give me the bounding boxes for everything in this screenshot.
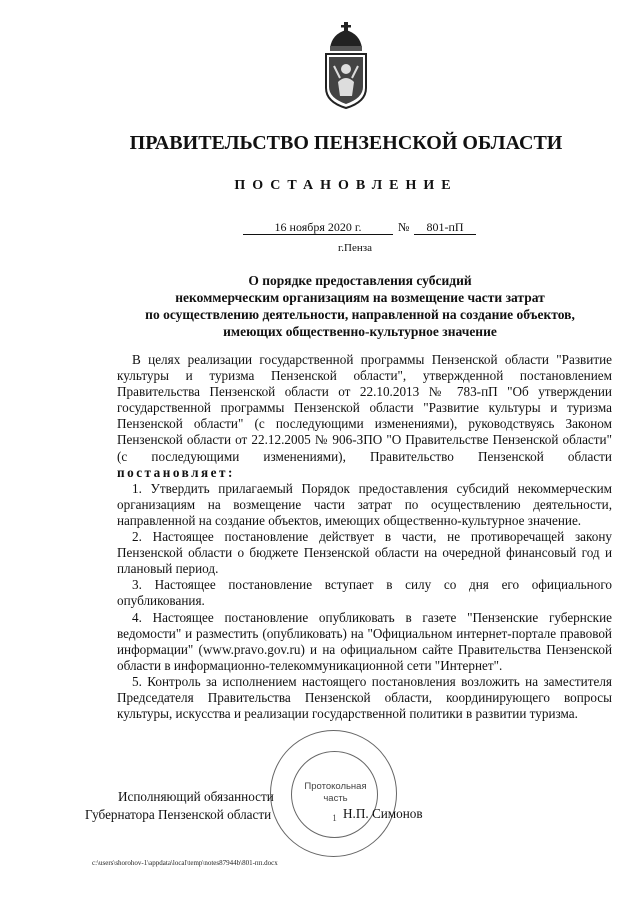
clause-paragraph: 5. Контроль за исполнением настоящего постановления возложить на заместителя Председателя Правительства Пензенской области, координирующего вопросы культуры, искусства и реализации государственной политики в развитии туризма. — [117, 673, 612, 722]
decree-heading: ПОСТАНОВЛЕНИЕ — [234, 178, 458, 193]
signer-name: Н.П. Симонов — [343, 806, 423, 821]
title-line: некоммерческим организациям на возмещение части затрат — [175, 290, 545, 305]
decree-date: 16 ноября 2020 г. — [243, 220, 393, 235]
preamble-text: В целях реализации государственной программы Пензенской области "Развитие культуры и туризма Пензенской области", утвержденной постановлением Правительства Пензенской области от 22.10.2013 № 783-пП "Об утверждении государственной программы Пензенской области "Развитие культуры и туризма Пензенской области" (с последующими изменениями), руководствуясь Законом Пензенской области от 22.12.2005 № 906-ЗПО "О Правительстве Пензенской области" (с последующими изменениями), Правительство Пензенской области — [117, 352, 612, 464]
document-body — [117, 352, 612, 722]
signature-block — [85, 788, 274, 824]
preamble-paragraph — [117, 352, 612, 481]
signer-position-line2: Губернатора Пензенской области — [85, 807, 272, 822]
number-sign: № — [398, 220, 410, 234]
signer-position-line1: Исполняющий обязанности — [118, 789, 274, 804]
protocol-stamp — [270, 730, 397, 857]
city-label: г.Пенза — [338, 242, 372, 254]
title-line: по осуществлению деятельности, направленной на создание объектов, — [145, 307, 575, 322]
stamp-text — [293, 781, 378, 805]
decrees-word: постановляет: — [117, 464, 235, 480]
coat-of-arms-emblem — [318, 22, 374, 110]
document-title — [80, 272, 640, 340]
clause-paragraph: 1. Утвердить прилагаемый Порядок предоставления субсидий некоммерческим организациям на возмещение части затрат по осуществлению деятельности, направленной на создание объектов, имеющих общественно-культурное значение. — [117, 480, 612, 528]
clause-paragraph: 2. Настоящее постановление действует в части, не противоречащей закону Пензенской области о бюджете Пензенской области на очередной финансовый год и плановый период. — [117, 529, 612, 577]
title-line: имеющих общественно-культурное значение — [223, 324, 497, 339]
file-path-footer: c:\users\shorohov-1\appdata\local\temp\notes87944b\801-пп.docx — [92, 859, 278, 867]
clause-paragraph: 3. Настоящее постановление вступает в силу со дня его официального опубликования. — [117, 577, 612, 609]
clause-paragraph: 4. Настоящее постановление опубликовать в газете "Пензенские губернские ведомости" и разместить (опубликовать) на "Официальном интернет-портале правовой информации" (www.pravo.gov.ru) и на официальном сайте Правительства Пензенской области в информационно-телекоммуникационной сети "Интернет". — [117, 609, 612, 673]
decree-number: 801-пП — [414, 220, 476, 235]
government-title: ПРАВИТЕЛЬСТВО ПЕНЗЕНСКОЙ ОБЛАСТИ — [129, 132, 563, 154]
stamp-number: 1 — [332, 813, 338, 823]
stamp-text-line: часть — [323, 793, 348, 804]
title-line: О порядке предоставления субсидий — [248, 273, 472, 288]
stamp-text-line: Протокольная — [304, 781, 367, 792]
